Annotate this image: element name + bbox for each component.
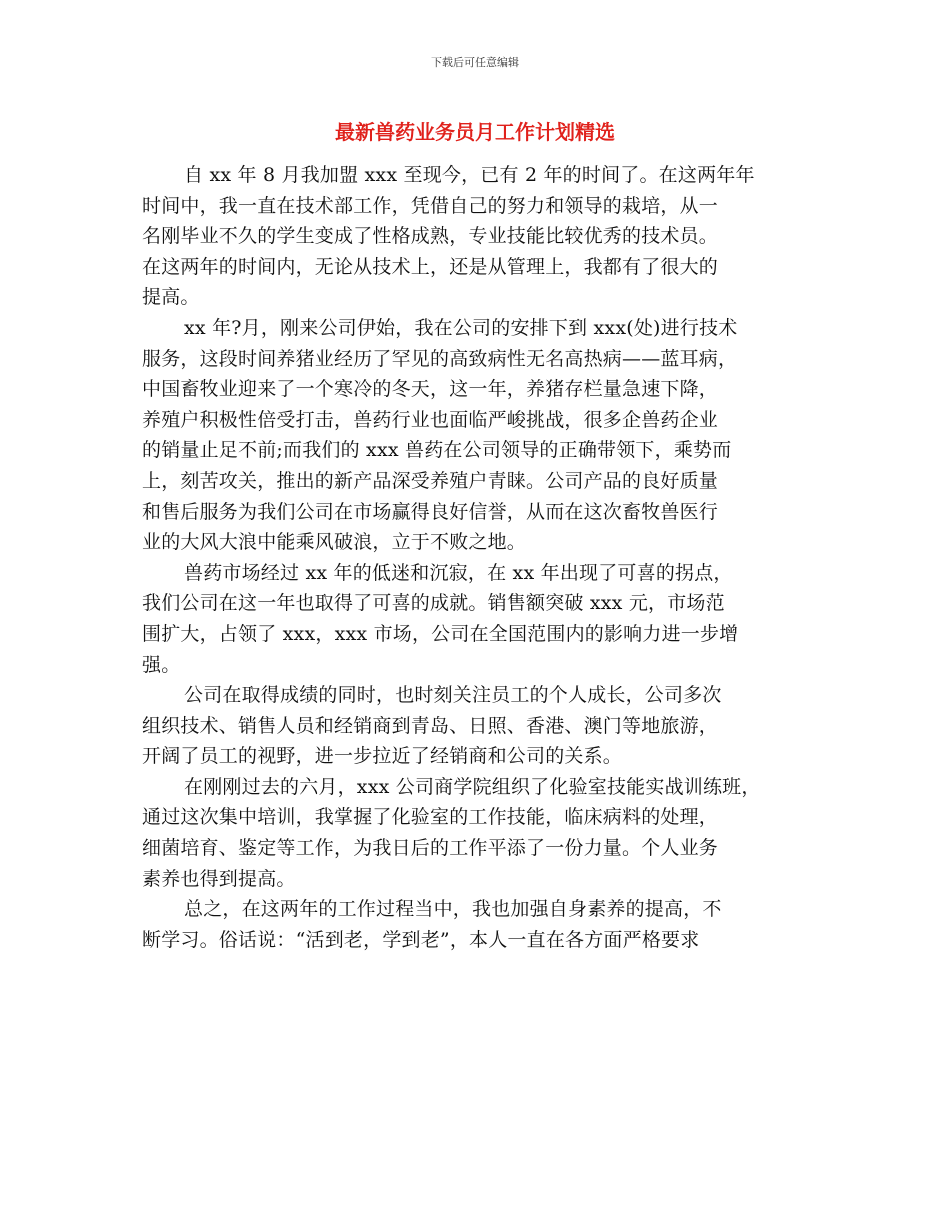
text-line: 自 xx 年 8 月我加盟 xxx 至现今，已有 2 年的时间了。在这两年年 [184,164,755,186]
text-line: 我们公司在这一年也取得了可喜的成就。销售额突破 xxx 元，市场范 [142,592,725,615]
text-line: xx 年?月，刚来公司伊始，我在公司的安排下到 xxx(处)进行技术 [184,316,738,339]
text-line: 中国畜牧业迎来了一个寒冷的冬天，这一年，养猪存栏量急速下降， [142,378,719,401]
paragraph-3 [142,558,810,680]
document-body [142,160,810,955]
text-line: 养殖户积极性倍受打击，兽药行业也面临严峻挑战，很多企兽药企业 [142,408,719,431]
paragraph-1 [142,160,810,313]
text-line: 时间中，我一直在技术部工作，凭借自己的努力和领导的栽培，从一 [142,194,719,217]
text-line: 业的大风大浪中能乘风破浪，立于不败之地。 [142,531,527,554]
text-line: 开阔了员工的视野，进一步拉近了经销商和公司的关系。 [142,745,623,768]
paragraph-5 [142,772,810,894]
text-line: 公司在取得成绩的同时，也时刻关注员工的个人成长，公司多次 [184,684,722,707]
paragraph-2 [142,313,810,558]
text-line: 在这两年的时间内，无论从技术上，还是从管理上，我都有了很大的 [142,255,719,278]
text-line: 组织技术、销售人员和经销商到青岛、日照、香港、澳门等地旅游， [142,714,719,737]
text-line: 细菌培育、鉴定等工作，为我日后的工作平添了一份力量。个人业务 [142,837,719,860]
text-line: 素养也得到提高。 [142,867,296,890]
text-line: 在刚刚过去的六月，xxx 公司商学院组织了化验室技能实战训练班， [184,775,761,798]
text-line: 和售后服务为我们公司在市场赢得良好信誉，从而在这次畜牧兽医行 [142,500,719,523]
document-title: 最新兽药业务员月工作计划精选 [335,120,615,144]
header-note: 下载后可任意编辑 [431,56,519,69]
text-line: 强。 [142,653,181,676]
text-line: 通过这次集中培训，我掌握了化验室的工作技能，临床病料的处理， [142,806,719,829]
text-line: 提高。 [142,286,200,309]
text-line: 围扩大，占领了 xxx，xxx 市场，公司在全国范围内的影响力进一步增 [142,622,739,645]
text-line: 名刚毕业不久的学生变成了性格成熟，专业技能比较优秀的技术员。 [142,225,719,248]
text-line: 兽药市场经过 xx 年的低迷和沉寂，在 xx 年出现了可喜的拐点， [184,561,733,584]
text-line: 上，刻苦攻关，推出的新产品深受养殖户青睐。公司产品的良好质量 [142,469,719,492]
paragraph-6 [142,894,810,955]
text-line: 总之，在这两年的工作过程当中，我也加强自身素养的提高，不 [184,898,722,921]
text-line: 的销量止足不前;而我们的 xxx 兽药在公司领导的正确带领下，乘势而 [142,439,732,462]
text-line: 断学习。俗话说：“活到老，学到老”，本人一直在各方面严格要求 [142,928,700,951]
paragraph-4 [142,680,810,772]
text-line: 服务，这段时间养猪业经历了罕见的高致病性无名高热病——蓝耳病， [142,347,738,370]
